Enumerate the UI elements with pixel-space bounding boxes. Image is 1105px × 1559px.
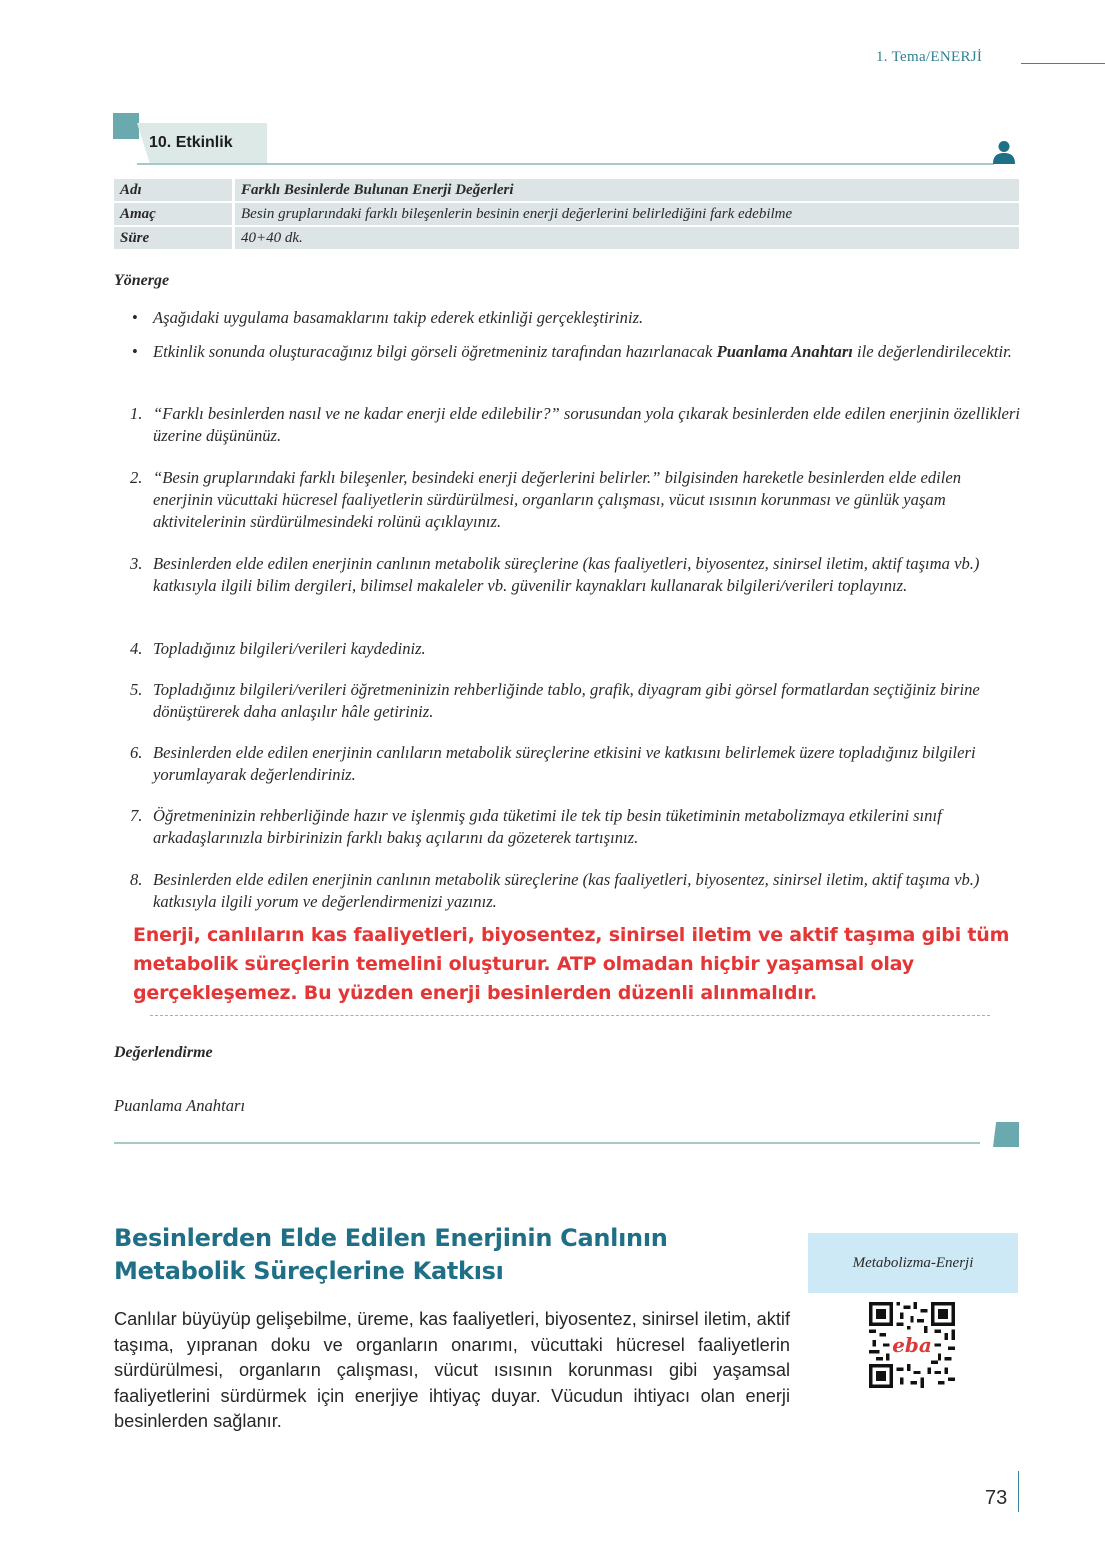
table-key: Adı (114, 179, 235, 201)
list-item: • Etkinlik sonunda oluşturacağınız bilgi görseli öğretmeniniz tarafından hazırlanacak Puanlama Anahtarı ile değerlendirilecektir. (132, 341, 1022, 363)
table-value: Farklı Besinlerde Bulunan Enerji Değerleri (235, 179, 1019, 201)
section-title: Besinlerden Elde Edilen Enerjinin Canlının Metabolik Süreçlerine Katkısı (114, 1224, 668, 1285)
page-number-rule (1018, 1471, 1019, 1512)
step-text: Besinlerden elde edilen enerjinin canlının metabolik süreçlerine (kas faaliyetleri, biyosentez, sinirsel iletim, aktif taşıma vb.) katkısıyla ilgili bilim dergileri, bilimsel makaleler vb. güvenilir kaynakları kullanarak bilgileri/verileri toplayınız. (153, 554, 980, 595)
list-item: 8. Besinlerden elde edilen enerjinin canlının metabolik süreçlerine (kas faaliyetleri, biyosentez, sinirsel iletim, aktif taşıma vb.) katkısıyla ilgili yorum ve değerlendirmenizi yazınız. (130, 869, 1022, 913)
section-body: Canlılar büyüyüp gelişebilme, üreme, kas faaliyetleri, biyosentez, sinirsel iletim, aktif taşıma, yıpranan doku ve organların onarımı, vücuttaki hücresel faaliyetlerin sürdürülmesi, organların çalışması, vücut ısısının korunması gibi yaşamsal faaliyetlerini sürdürmek için enerjiye ihtiyaç duyar. Vücudun ihtiyacı olan enerji besinlerden sağlanır. (114, 1309, 790, 1431)
qr-code-icon[interactable] (869, 1302, 955, 1388)
list-item: 5. Topladığınız bilgileri/verileri öğretmeninizin rehberliğinde tablo, grafik, diyagram gibi görsel formatlardan seçtiğiniz birine dönüştürerek daha anlaşılır hâle getiriniz. (130, 679, 1022, 723)
decor-square (993, 1122, 1019, 1147)
table-value: 40+40 dk. (235, 227, 1019, 249)
step-text: “Besin gruplarındaki farklı bileşenler, besindeki enerji değerlerini belirler.” bilgisinden hareketle besinlerden elde edilen enerjinin vücuttaki hücresel faaliyetlerin sürdürülmesi, organların çalışması, vücut ısısının korunması ve günlük yaşam aktivitelerinin sürdürülmesindeki rolünü açıklayınız. (153, 468, 962, 531)
chapter-label: 1. Tema/ENERJİ (876, 49, 983, 65)
decor-square (113, 113, 139, 139)
bullet-text: Etkinlik sonunda oluşturacağınız bilgi görseli öğretmeniniz tarafından hazırlanacak Puanlama Anahtarı ile değerlendirilecektir. (153, 342, 1012, 361)
answer-dashed-line (150, 1015, 990, 1016)
instructions-label: Yönerge (114, 272, 170, 289)
list-item: 2. “Besin gruplarındaki farklı bileşenler, besindeki enerji değerlerini belirler.” bilgisinden hareketle besinlerden elde edilen enerjinin vücuttaki hücresel faaliyetlerin sürdürülmesi, organların çalışması, vücut ısısının korunması ve günlük yaşam aktivitelerinin sürdürülmesindeki rolünü açıklayınız. (130, 467, 1022, 533)
table-row (114, 203, 1019, 225)
table-key: Amaç (114, 203, 235, 225)
svg-text:eba: eba (892, 1333, 932, 1358)
activity-header-rule (137, 163, 994, 165)
activity-info-table (114, 177, 1019, 251)
rubric-emphasis: Puanlama Anahtarı (716, 342, 853, 361)
list-item: • Aşağıdaki uygulama basamaklarını takip ederek etkinliği gerçekleştiriniz. (132, 307, 1022, 329)
step-text: Besinlerden elde edilen enerjinin canlının metabolik süreçlerine (kas faaliyetleri, biyosentez, sinirsel iletim, aktif taşıma vb.) katkısıyla ilgili yorum ve değerlendirmenizi yazınız. (153, 870, 980, 911)
step-text: Besinlerden elde edilen enerjinin canlıların metabolik süreçlerine etkisini ve katkısını belirlemek üzere topladığınız bilgileri yorumlayarak değerlendiriniz. (153, 743, 976, 784)
step-text: “Farklı besinlerden nasıl ve ne kadar enerji elde edilebilir?” sorusundan yola çıkarak besinlerden elde edilen enerjinin özellikleri üzerine düşününüz. (153, 404, 1020, 445)
step-text: Öğretmeninizin rehberliğinde hazır ve işlenmiş gıda tüketimi ile tek tip besin tüketiminin metabolizmaya etkilerini sınıf arkadaşlarınızla birbirinizin farklı bakış açılarını da gözeterek tartışınız. (153, 806, 942, 847)
table-row (114, 179, 1019, 201)
topic-box: Metabolizma-Enerji (808, 1233, 1018, 1293)
page-number: 73 (985, 1487, 1008, 1509)
table-value: Besin gruplarındaki farklı bileşenlerin besinin enerji değerlerini belirlediğini fark edebilme (235, 203, 1019, 225)
header-rule (1021, 63, 1105, 64)
answer-text: Enerji, canlıların kas faaliyetleri, biyosentez, sinirsel iletim ve aktif taşıma gibi tüm metabolik süreçlerin temelini oluşturur. ATP olmadan hiçbir yaşamsal olay gerçekleşemez. Bu yüzden enerji besinlerden düzenli alınmalıdır. (133, 924, 1010, 1004)
list-item: 3. Besinlerden elde edilen enerjinin canlının metabolik süreçlerine (kas faaliyetleri, biyosentez, sinirsel iletim, aktif taşıma vb.) katkısıyla ilgili bilim dergileri, bilimsel makaleler vb. güvenilir kaynakları kullanarak bilgileri/verileri toplayınız. (130, 553, 1022, 597)
list-item: 7. Öğretmeninizin rehberliğinde hazır ve işlenmiş gıda tüketimi ile tek tip besin tüketiminin metabolizmaya etkilerini sınıf arkadaşlarınızla birbirinizin farklı bakış açılarını da gözeterek tartışınız. (130, 805, 1022, 849)
rubric-label: Puanlama Anahtarı (114, 1096, 246, 1115)
step-text: Topladığınız bilgileri/verileri öğretmeninizin rehberliğinde tablo, grafik, diyagram gibi görsel formatlardan seçtiğiniz birine dönüştürerek daha anlaşılır hâle getiriniz. (153, 680, 980, 721)
person-icon (992, 140, 1016, 164)
step-text: Topladığınız bilgileri/verileri kaydediniz. (153, 639, 426, 658)
table-key: Süre (114, 227, 235, 249)
list-item: 6. Besinlerden elde edilen enerjinin canlıların metabolik süreçlerine etkisini ve katkısını belirlemek üzere topladığınız bilgileri yorumlayarak değerlendiriniz. (130, 742, 1022, 786)
list-item: 4. Topladığınız bilgileri/verileri kaydediniz. (130, 638, 1022, 660)
evaluation-label: Değerlendirme (114, 1044, 213, 1061)
bullet-text: Aşağıdaki uygulama basamaklarını takip ederek etkinliği gerçekleştiriniz. (153, 308, 644, 327)
activity-tab-label: 10. Etkinlik (149, 134, 233, 151)
table-row (114, 227, 1019, 249)
activity-footer-rule (114, 1142, 980, 1144)
list-item: 1. “Farklı besinlerden nasıl ve ne kadar enerji elde edilebilir?” sorusundan yola çıkarak besinlerden elde edilen enerjinin özellikleri üzerine düşününüz. (130, 404, 1020, 445)
